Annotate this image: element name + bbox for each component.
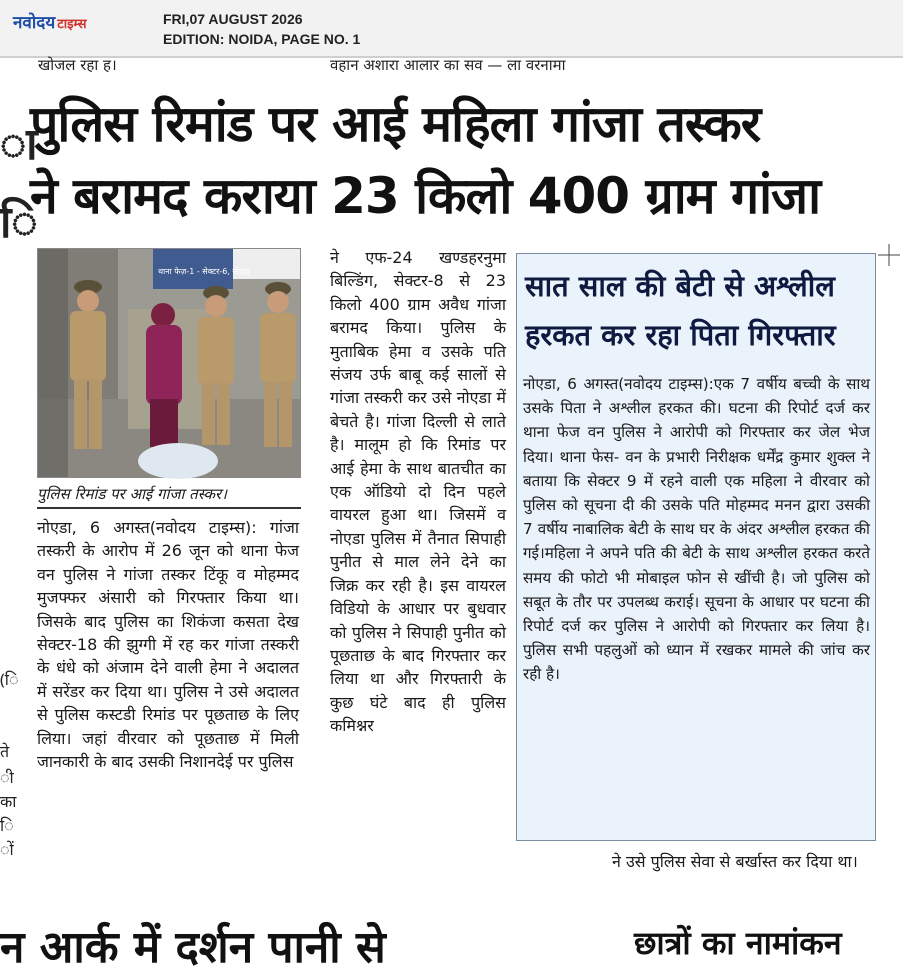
boxed-story-headline: सात साल की बेटी से अश्लील हरकत कर रहा पिता गिरफ्तार xyxy=(525,269,836,352)
left-edge-column xyxy=(0,60,38,955)
headline-line-1: पुलिस रिमांड पर आई महिला गांजा तस्कर xyxy=(30,95,761,153)
left-edge-letter: ि xyxy=(0,816,14,835)
left-edge-letter: ि xyxy=(0,197,38,248)
main-headline xyxy=(30,88,890,232)
left-edge-letter: ा xyxy=(0,119,38,170)
left-edge-letter: ते xyxy=(0,742,10,761)
logo-sub-text: टाइम्स xyxy=(57,17,87,32)
police-group-photo-illustration xyxy=(38,249,300,477)
photo-board-text: थाना फेज़-1 - सेक्टर-6, नोएडा xyxy=(158,267,250,276)
top-fragment-left: खोजल रहा ह। xyxy=(38,56,117,74)
boxed-story-body: नोएडा, 6 अगस्त(नवोदय टाइम्स):एक 7 वर्षीय बच्ची के साथ उसके पिता ने अश्लील हरकत की। घटना की रिपोर्ट दर्ज कर थाना फेज वन पुलिस ने आरोपी को गिरफ्तार कर जेल भेज दिया। थाना फेस- वन के प्रभारी निरीक्षक धर्मेंद्र कुमार शुक्ल ने बताया कि सेक्टर 9 में रहने वाली एक महिला ने वीरवार को पुलिस को सूचना दी की उसके पति मोहम्मद मनन द्वारा उसकी 7 वर्षीय नाबालिक बेटी के साथ घर के अंदर अश्लील हरकत की गई।महिला ने अपने पति की बेटी के साथ अश्लील हरकत करते समय की फोटो भी मोबाइल फोन से खींची है। जो पुलिस को सबूत के तौर पर उपलब्ध कराई। सूचना के आधार पर घटना की रिपोर्ट दर्ज कर पुलिस ने आरोपी को गिरफ्तार कर लिया है। पुलिस सभी पहलुओं को ध्यान में रखकर मामले की जांच कर रही है। xyxy=(523,375,870,684)
boxed-story[interactable] xyxy=(516,253,876,841)
bottom-headline-fragment-right: छात्रों का नामांकन xyxy=(634,924,842,962)
left-edge-letter: का xyxy=(0,792,17,811)
edition-info xyxy=(163,9,360,49)
publication-date: FRI,07 AUGUST 2026 xyxy=(163,11,303,27)
top-fragment-right: वहान अशारा आलार का सव — ला वरनामा xyxy=(330,56,566,74)
headline-line-2: ने बरामद कराया 23 किलो 400 ग्राम गांजा xyxy=(30,167,821,225)
main-story-column-2: ने एफ-24 खण्डहरनुमा बिल्डिंग, सेक्टर-8 से 23 किलो 400 ग्राम अवैध गांजा बरामद किया। पुलिस के मुताबिक हेमा व उसके पति संजय उर्फ बाबू कई सालों से गांजा तस्करी कर उसे नोएडा में बेचते है। गांजा दिल्ली से लाते है। मालूम हो कि रिमांड पर आई हेमा के साथ बातचीत का एक ऑडियो दो दिन पहले वायरल हुआ था। जिसमें व नोएडा पुलिस में तैनात सिपाही पुनीत से माल लेने देने का जिक्र कर रही है। इस वायरल विडियो के आधार पर बुधवार को पुलिस ने सिपाही पुनीत को पूछताछ के बाद गिरफ्तार कर लिया था और गिरफ्तारी के कुछ घंटे बाद ही पुलिस कमिश्नर xyxy=(330,248,506,736)
news-photo[interactable] xyxy=(37,248,301,478)
bottom-headline-fragment-left: न आर्क में दर्शन पानी से xyxy=(0,922,386,973)
left-edge-letter: (ि xyxy=(0,670,19,689)
main-story-column-1: नोएडा, 6 अगस्त(नवोदय टाइम्स): गांजा तस्करी के आरोप में 26 जून को थाना फेज वन पुलिस ने गांजा तस्कर टिंकू व मोहम्मद मुजफ्फर अंसारी को गिरफ्तार किया था। जिसके बाद पुलिस का शिकंजा कसता देख सेक्टर-18 की झुग्गी में रह कर गांजा तस्करी के धंधे को अंजाम देने वाली हेमा ने अदालत में सरेंडर कर दिया था। पुलिस ने उसे अदालत से पुलिस कस्टडी रिमांड पर पूछताछ के लिए लिया। जहां वीरवार को पूछताछ में मिली जानकारी के बाद उसकी निशानदेई पर पुलिस xyxy=(37,518,299,772)
left-edge-letter: ों xyxy=(0,840,14,859)
main-story-column-3: ने उसे पुलिस सेवा से बर्खास्त कर दिया था। xyxy=(612,852,858,871)
newspaper-logo[interactable] xyxy=(13,10,87,33)
logo-main-text: नवोदय xyxy=(13,13,56,33)
crop-mark-icon xyxy=(878,244,900,266)
left-edge-letter: ी xyxy=(0,768,14,787)
edition-page: EDITION: NOIDA, PAGE NO. 1 xyxy=(163,31,361,47)
photo-caption: पुलिस रिमांड पर आई गांजा तस्कर। xyxy=(37,484,301,509)
